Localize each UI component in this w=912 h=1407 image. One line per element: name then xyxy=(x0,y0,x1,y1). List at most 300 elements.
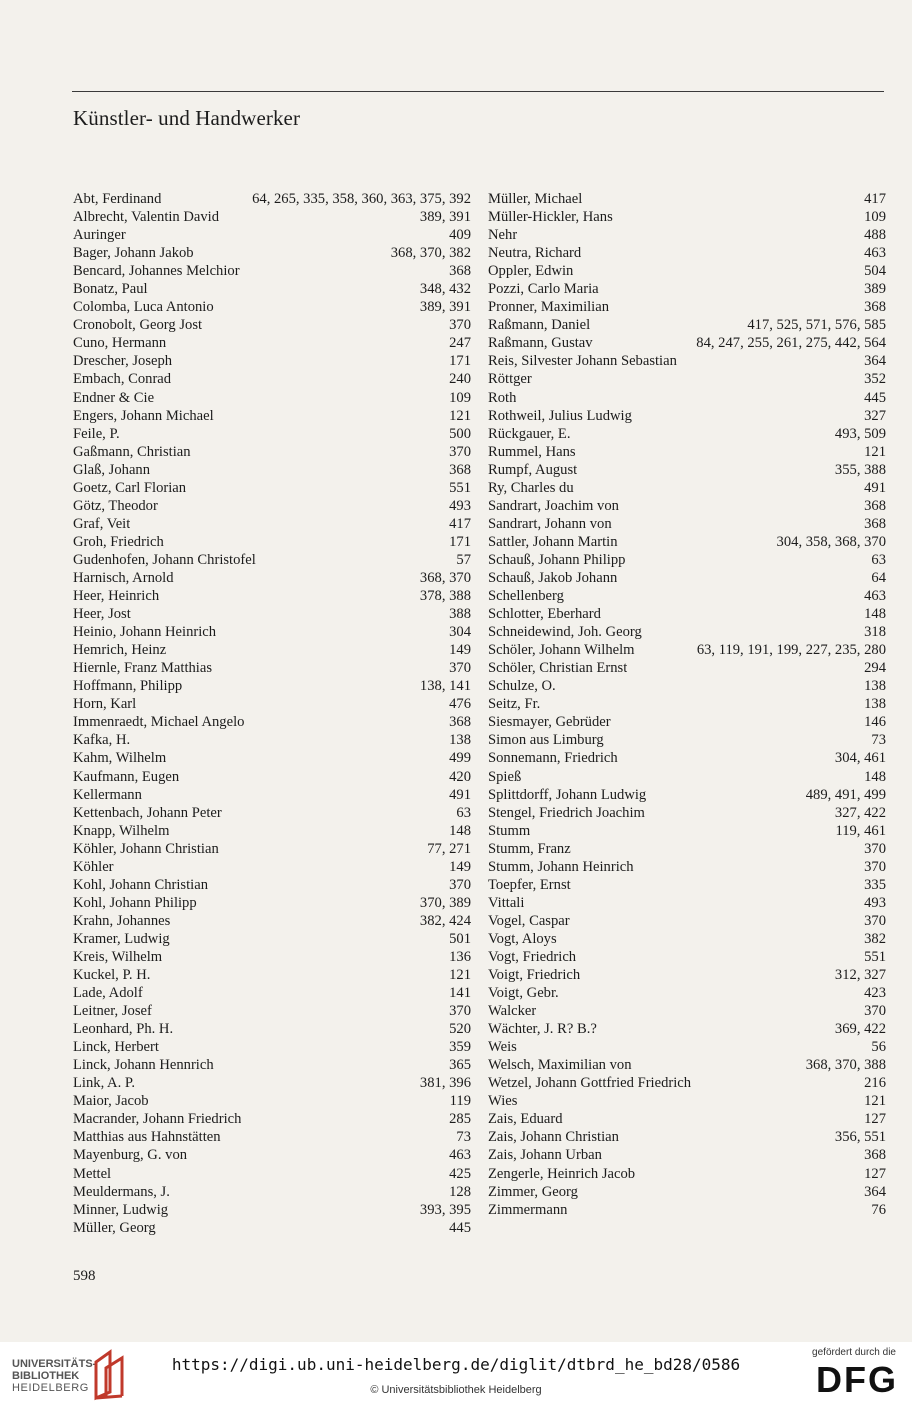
entry-name: Vogt, Aloys xyxy=(488,930,557,947)
entry-pages: 368 xyxy=(864,1147,886,1164)
entry-pages: 119, 461 xyxy=(835,822,886,839)
entry-name: Zimmermann xyxy=(488,1201,568,1218)
entry-pages: 121 xyxy=(864,1093,886,1110)
entry-pages: 463 xyxy=(864,588,886,605)
entry-pages: 365 xyxy=(449,1057,471,1074)
entry-name: Bonatz, Paul xyxy=(73,281,148,298)
index-entry xyxy=(488,190,886,208)
entry-pages: 312, 327 xyxy=(834,967,886,984)
entry-pages: 121 xyxy=(449,407,471,424)
library-logo-line3: HEIDELBERG xyxy=(12,1382,89,1394)
entry-name: Schlotter, Eberhard xyxy=(488,606,601,623)
entry-name: Rothweil, Julius Ludwig xyxy=(488,407,632,424)
index-entry xyxy=(488,1038,886,1056)
index-entry xyxy=(488,984,886,1002)
entry-pages: 417 xyxy=(449,515,471,532)
entry-pages: 425 xyxy=(449,1165,471,1182)
index-entry xyxy=(488,1020,886,1038)
entry-name: Zais, Eduard xyxy=(488,1111,563,1128)
entry-name: Feile, P. xyxy=(73,425,120,442)
entry-name: Leitner, Josef xyxy=(73,1003,152,1020)
entry-pages: 370 xyxy=(449,443,471,460)
entry-name: Bencard, Johannes Melchior xyxy=(73,263,240,280)
entry-pages: 148 xyxy=(449,822,471,839)
index-entry xyxy=(488,930,886,948)
entry-name: Schellenberg xyxy=(488,588,564,605)
index-entry xyxy=(488,1002,886,1020)
entry-name: Maior, Jacob xyxy=(73,1093,149,1110)
entry-pages: 551 xyxy=(449,479,471,496)
entry-name: Schauß, Johann Philipp xyxy=(488,551,626,568)
index-entry xyxy=(73,912,471,930)
index-entry xyxy=(488,623,886,641)
entry-pages: 63 xyxy=(456,804,471,821)
entry-name: Meuldermans, J. xyxy=(73,1183,170,1200)
index-entry xyxy=(73,966,471,984)
entry-name: Kahm, Wilhelm xyxy=(73,750,167,767)
index-entry xyxy=(73,894,471,912)
entry-name: Stumm xyxy=(488,822,531,839)
entry-pages: 148 xyxy=(864,606,886,623)
index-entry xyxy=(488,226,886,244)
index-entry xyxy=(73,822,471,840)
entry-pages: 463 xyxy=(449,1147,471,1164)
entry-name: Nehr xyxy=(488,227,518,244)
index-entry xyxy=(488,262,886,280)
index-entry xyxy=(488,389,886,407)
entry-name: Sandrart, Johann von xyxy=(488,515,612,532)
entry-pages: 138 xyxy=(864,696,886,713)
index-entry xyxy=(73,840,471,858)
entry-pages: 489, 491, 499 xyxy=(805,786,886,803)
index-entry xyxy=(73,262,471,280)
index-entry xyxy=(488,244,886,262)
entry-name: Schöler, Johann Wilhelm xyxy=(488,642,635,659)
index-entry xyxy=(73,659,471,677)
entry-name: Albrecht, Valentin David xyxy=(73,209,220,226)
entry-pages: 138 xyxy=(449,732,471,749)
entry-name: Pozzi, Carlo Maria xyxy=(488,281,599,298)
index-entry xyxy=(488,876,886,894)
index-entry xyxy=(488,569,886,587)
entry-name: Kellermann xyxy=(73,786,142,803)
entry-pages: 500 xyxy=(449,425,471,442)
entry-pages: 294 xyxy=(864,660,886,677)
entry-pages: 356, 551 xyxy=(834,1129,886,1146)
entry-name: Siesmayer, Gebrüder xyxy=(488,714,611,731)
index-entry xyxy=(73,334,471,352)
entry-name: Kohl, Johann Christian xyxy=(73,876,208,893)
viewer-footer xyxy=(0,1342,912,1407)
index-entry xyxy=(73,1092,471,1110)
index-entry xyxy=(488,497,886,515)
entry-pages: 138 xyxy=(864,678,886,695)
entry-name: Vogel, Caspar xyxy=(488,912,570,929)
entry-pages: 409 xyxy=(449,227,471,244)
entry-pages: 417 xyxy=(864,191,886,207)
entry-name: Pronner, Maximilian xyxy=(488,299,610,316)
entry-pages: 423 xyxy=(864,985,886,1002)
entry-name: Linck, Johann Hennrich xyxy=(73,1057,214,1074)
entry-name: Weis xyxy=(488,1039,517,1056)
entry-pages: 63 xyxy=(871,551,886,568)
entry-name: Köhler, Johann Christian xyxy=(73,840,219,857)
entry-pages: 76 xyxy=(871,1201,886,1218)
index-entry xyxy=(73,587,471,605)
entry-pages: 109 xyxy=(864,209,886,226)
entry-name: Raßmann, Daniel xyxy=(488,317,591,334)
entry-pages: 420 xyxy=(449,768,471,785)
library-logo-line2: BIBLIOTHEK xyxy=(12,1370,80,1382)
entry-pages: 63, 119, 191, 199, 227, 235, 280 xyxy=(696,642,886,659)
entry-name: Bager, Johann Jakob xyxy=(73,245,194,262)
entry-pages: 149 xyxy=(449,858,471,875)
entry-name: Stumm, Johann Heinrich xyxy=(488,858,634,875)
entry-pages: 64, 265, 335, 358, 360, 363, 375, 392 xyxy=(252,191,471,207)
entry-pages: 445 xyxy=(449,1219,471,1236)
index-entry xyxy=(488,912,886,930)
index-entry xyxy=(488,695,886,713)
index-entry xyxy=(488,677,886,695)
index-entry xyxy=(488,786,886,804)
index-entry xyxy=(488,713,886,731)
index-entry xyxy=(73,984,471,1002)
index-entry xyxy=(73,930,471,948)
index-entry xyxy=(488,858,886,876)
index-entry xyxy=(488,1128,886,1146)
entry-name: Kafka, H. xyxy=(73,732,131,749)
index-entry xyxy=(488,479,886,497)
entry-pages: 499 xyxy=(449,750,471,767)
index-entry xyxy=(488,316,886,334)
index-entry xyxy=(488,1110,886,1128)
entry-pages: 389 xyxy=(864,281,886,298)
index-entry xyxy=(488,1201,886,1219)
entry-pages: 501 xyxy=(449,930,471,947)
entry-pages: 84, 247, 255, 261, 275, 442, 564 xyxy=(696,335,886,352)
entry-name: Spieß xyxy=(488,768,522,785)
entry-name: Matthias aus Hahnstätten xyxy=(73,1129,221,1146)
entry-name: Wetzel, Johann Gottfried Friedrich xyxy=(488,1075,692,1092)
entry-name: Müller, Michael xyxy=(488,191,583,207)
entry-name: Hiernle, Franz Matthias xyxy=(73,660,213,677)
index-entry xyxy=(488,443,886,461)
index-entry xyxy=(73,407,471,425)
index-entry xyxy=(488,1092,886,1110)
entry-pages: 389, 391 xyxy=(419,209,471,226)
entry-name: Zengerle, Heinrich Jacob xyxy=(488,1165,636,1182)
entry-name: Immenraedt, Michael Angelo xyxy=(73,714,245,731)
entry-pages: 149 xyxy=(449,642,471,659)
index-entry xyxy=(73,461,471,479)
entry-name: Stengel, Friedrich Joachim xyxy=(488,804,645,821)
entry-name: Kreis, Wilhelm xyxy=(73,948,163,965)
entry-pages: 73 xyxy=(871,732,886,749)
index-entry xyxy=(73,804,471,822)
index-entry xyxy=(488,768,886,786)
index-entry xyxy=(73,768,471,786)
entry-pages: 327 xyxy=(864,407,886,424)
top-rule xyxy=(72,91,884,92)
entry-name: Kaufmann, Eugen xyxy=(73,768,180,785)
entry-name: Endner & Cie xyxy=(73,389,155,406)
index-entry xyxy=(73,749,471,767)
entry-name: Sandrart, Joachim von xyxy=(488,497,619,514)
entry-pages: 381, 396 xyxy=(419,1075,471,1092)
entry-pages: 364 xyxy=(864,353,886,370)
page-heading: Künstler- und Handwerker xyxy=(73,106,301,130)
entry-name: Drescher, Joseph xyxy=(73,353,173,370)
entry-pages: 389, 391 xyxy=(419,299,471,316)
index-entry xyxy=(488,894,886,912)
entry-pages: 335 xyxy=(864,876,886,893)
index-entry xyxy=(73,208,471,226)
index-entry xyxy=(488,948,886,966)
index-entry xyxy=(73,1038,471,1056)
index-entry xyxy=(488,659,886,677)
index-entry xyxy=(73,569,471,587)
index-entry xyxy=(488,1183,886,1201)
entry-name: Embach, Conrad xyxy=(73,371,172,388)
entry-name: Auringer xyxy=(73,227,126,244)
entry-name: Rummel, Hans xyxy=(488,443,576,460)
dfg-logo[interactable]: DFG xyxy=(816,1359,898,1400)
index-entry xyxy=(73,1056,471,1074)
entry-name: Kuckel, P. H. xyxy=(73,967,151,984)
index-entry xyxy=(488,352,886,370)
index-entry xyxy=(488,966,886,984)
index-entry xyxy=(488,605,886,623)
entry-name: Röttger xyxy=(488,371,532,388)
entry-pages: 370 xyxy=(864,1003,886,1020)
index-entry xyxy=(488,641,886,659)
entry-pages: 304, 461 xyxy=(834,750,886,767)
entry-pages: 491 xyxy=(449,786,471,803)
entry-name: Goetz, Carl Florian xyxy=(73,479,187,496)
entry-name: Müller-Hickler, Hans xyxy=(488,209,613,226)
entry-pages: 128 xyxy=(449,1183,471,1200)
index-entry xyxy=(73,1020,471,1038)
index-entry xyxy=(73,876,471,894)
entry-name: Sattler, Johann Martin xyxy=(488,533,618,550)
entry-pages: 359 xyxy=(449,1039,471,1056)
index-entry xyxy=(73,1219,471,1237)
entry-pages: 127 xyxy=(864,1111,886,1128)
entry-pages: 119 xyxy=(449,1093,471,1110)
entry-pages: 493 xyxy=(449,497,471,514)
entry-pages: 127 xyxy=(864,1165,886,1182)
index-entry xyxy=(73,1128,471,1146)
entry-pages: 368 xyxy=(864,497,886,514)
entry-name: Engers, Johann Michael xyxy=(73,407,214,424)
entry-name: Hoffmann, Philipp xyxy=(73,678,183,695)
entry-pages: 378, 388 xyxy=(419,588,471,605)
entry-pages: 493, 509 xyxy=(834,425,886,442)
entry-pages: 64 xyxy=(871,569,886,586)
entry-pages: 382, 424 xyxy=(419,912,471,929)
copyright-notice: © Universitätsbibliothek Heidelberg xyxy=(370,1384,542,1396)
entry-pages: 369, 422 xyxy=(834,1021,886,1038)
entry-pages: 370 xyxy=(864,912,886,929)
index-entry xyxy=(73,1183,471,1201)
entry-name: Heinio, Johann Heinrich xyxy=(73,624,217,641)
entry-name: Roth xyxy=(488,389,517,406)
entry-name: Schneidewind, Joh. Georg xyxy=(488,624,642,641)
entry-name: Abt, Ferdinand xyxy=(73,191,162,207)
entry-name: Schöler, Christian Ernst xyxy=(488,660,628,677)
entry-pages: 148 xyxy=(864,768,886,785)
index-entry xyxy=(488,407,886,425)
entry-pages: 348, 432 xyxy=(419,281,471,298)
index-entry xyxy=(73,370,471,388)
entry-pages: 368 xyxy=(449,263,471,280)
library-logo-line1: UNIVERSITÄTS- xyxy=(12,1358,97,1370)
entry-name: Toepfer, Ernst xyxy=(488,876,571,893)
entry-pages: 136 xyxy=(449,948,471,965)
entry-name: Knapp, Wilhelm xyxy=(73,822,170,839)
index-entry xyxy=(488,804,886,822)
entry-name: Macrander, Johann Friedrich xyxy=(73,1111,242,1128)
index-entry xyxy=(73,1110,471,1128)
entry-name: Wies xyxy=(488,1093,518,1110)
entry-name: Krahn, Johannes xyxy=(73,912,171,929)
entry-name: Glaß, Johann xyxy=(73,461,151,478)
entry-name: Rumpf, August xyxy=(488,461,578,478)
entry-name: Zais, Johann Urban xyxy=(488,1147,602,1164)
index-entry xyxy=(488,1146,886,1164)
index-entry xyxy=(488,533,886,551)
index-entry xyxy=(73,713,471,731)
entry-name: Lade, Adolf xyxy=(73,985,143,1002)
index-entry xyxy=(73,533,471,551)
entry-name: Cronobolt, Georg Jost xyxy=(73,317,203,334)
entry-name: Ry, Charles du xyxy=(488,479,574,496)
entry-pages: 57 xyxy=(456,551,471,568)
index-entry xyxy=(73,677,471,695)
entry-name: Linck, Herbert xyxy=(73,1039,159,1056)
entry-name: Raßmann, Gustav xyxy=(488,335,593,352)
index-entry xyxy=(488,1074,886,1092)
entry-pages: 121 xyxy=(449,967,471,984)
entry-name: Horn, Karl xyxy=(73,696,137,713)
index-entry xyxy=(73,948,471,966)
entry-name: Köhler xyxy=(73,858,114,875)
entry-pages: 352 xyxy=(864,371,886,388)
index-column-right xyxy=(488,190,886,1219)
entry-pages: 364 xyxy=(864,1183,886,1200)
index-entry xyxy=(488,1056,886,1074)
index-entry xyxy=(73,1074,471,1092)
entry-pages: 141 xyxy=(449,985,471,1002)
index-entry xyxy=(73,605,471,623)
entry-name: Cuno, Hermann xyxy=(73,335,167,352)
index-entry xyxy=(73,1002,471,1020)
entry-name: Sonnemann, Friedrich xyxy=(488,750,618,767)
entry-name: Götz, Theodor xyxy=(73,497,158,514)
entry-pages: 370 xyxy=(449,876,471,893)
entry-pages: 520 xyxy=(449,1021,471,1038)
index-entry xyxy=(73,425,471,443)
entry-name: Vittali xyxy=(488,894,525,911)
entry-pages: 304, 358, 368, 370 xyxy=(776,533,886,550)
index-entry xyxy=(73,641,471,659)
index-entry xyxy=(73,280,471,298)
entry-name: Kettenbach, Johann Peter xyxy=(73,804,222,821)
entry-pages: 551 xyxy=(864,948,886,965)
index-entry xyxy=(73,479,471,497)
entry-name: Gaßmann, Christian xyxy=(73,443,191,460)
entry-pages: 355, 388 xyxy=(834,461,886,478)
entry-pages: 368 xyxy=(449,714,471,731)
entry-pages: 73 xyxy=(456,1129,471,1146)
entry-name: Heer, Heinrich xyxy=(73,588,160,605)
index-entry xyxy=(488,280,886,298)
entry-pages: 77, 271 xyxy=(427,840,471,857)
entry-name: Harnisch, Arnold xyxy=(73,569,174,586)
entry-pages: 240 xyxy=(449,371,471,388)
index-entry xyxy=(488,425,886,443)
index-entry xyxy=(73,352,471,370)
index-entry xyxy=(73,695,471,713)
index-entry xyxy=(488,370,886,388)
entry-pages: 370 xyxy=(864,840,886,857)
entry-pages: 146 xyxy=(864,714,886,731)
index-entry xyxy=(488,334,886,352)
index-entry xyxy=(488,1165,886,1183)
index-entry xyxy=(73,190,471,208)
entry-pages: 318 xyxy=(864,624,886,641)
entry-pages: 171 xyxy=(449,533,471,550)
index-entry xyxy=(73,1201,471,1219)
index-entry xyxy=(488,731,886,749)
entry-pages: 216 xyxy=(864,1075,886,1092)
entry-pages: 445 xyxy=(864,389,886,406)
entry-name: Leonhard, Ph. H. xyxy=(73,1021,174,1038)
entry-name: Wächter, J. R? B.? xyxy=(488,1021,597,1038)
entry-name: Kohl, Johann Philipp xyxy=(73,894,197,911)
index-entry xyxy=(488,587,886,605)
entry-name: Kramer, Ludwig xyxy=(73,930,170,947)
index-entry xyxy=(488,551,886,569)
entry-pages: 247 xyxy=(449,335,471,352)
entry-name: Neutra, Richard xyxy=(488,245,582,262)
index-entry xyxy=(73,515,471,533)
entry-pages: 370 xyxy=(449,317,471,334)
entry-pages: 138, 141 xyxy=(419,678,471,695)
entry-pages: 488 xyxy=(864,227,886,244)
index-entry xyxy=(73,443,471,461)
entry-name: Hemrich, Heinz xyxy=(73,642,167,659)
entry-pages: 417, 525, 571, 576, 585 xyxy=(747,317,886,334)
entry-name: Groh, Friedrich xyxy=(73,533,164,550)
entry-pages: 388 xyxy=(449,606,471,623)
entry-pages: 368 xyxy=(449,461,471,478)
entry-name: Schauß, Jakob Johann xyxy=(488,569,618,586)
index-entry xyxy=(73,298,471,316)
funding-note: gefördert durch die xyxy=(812,1347,896,1358)
entry-name: Colomba, Luca Antonio xyxy=(73,299,214,316)
index-entry xyxy=(73,1165,471,1183)
document-url[interactable]: https://digi.ub.uni-heidelberg.de/diglit/dtbrd_he_bd28/0586 xyxy=(171,1355,741,1374)
index-entry xyxy=(73,226,471,244)
entry-pages: 382 xyxy=(864,930,886,947)
entry-name: Graf, Veit xyxy=(73,515,131,532)
index-entry xyxy=(73,244,471,262)
entry-pages: 504 xyxy=(864,263,886,280)
entry-pages: 370 xyxy=(449,660,471,677)
entry-pages: 476 xyxy=(449,696,471,713)
page-number: 598 xyxy=(73,1268,96,1284)
